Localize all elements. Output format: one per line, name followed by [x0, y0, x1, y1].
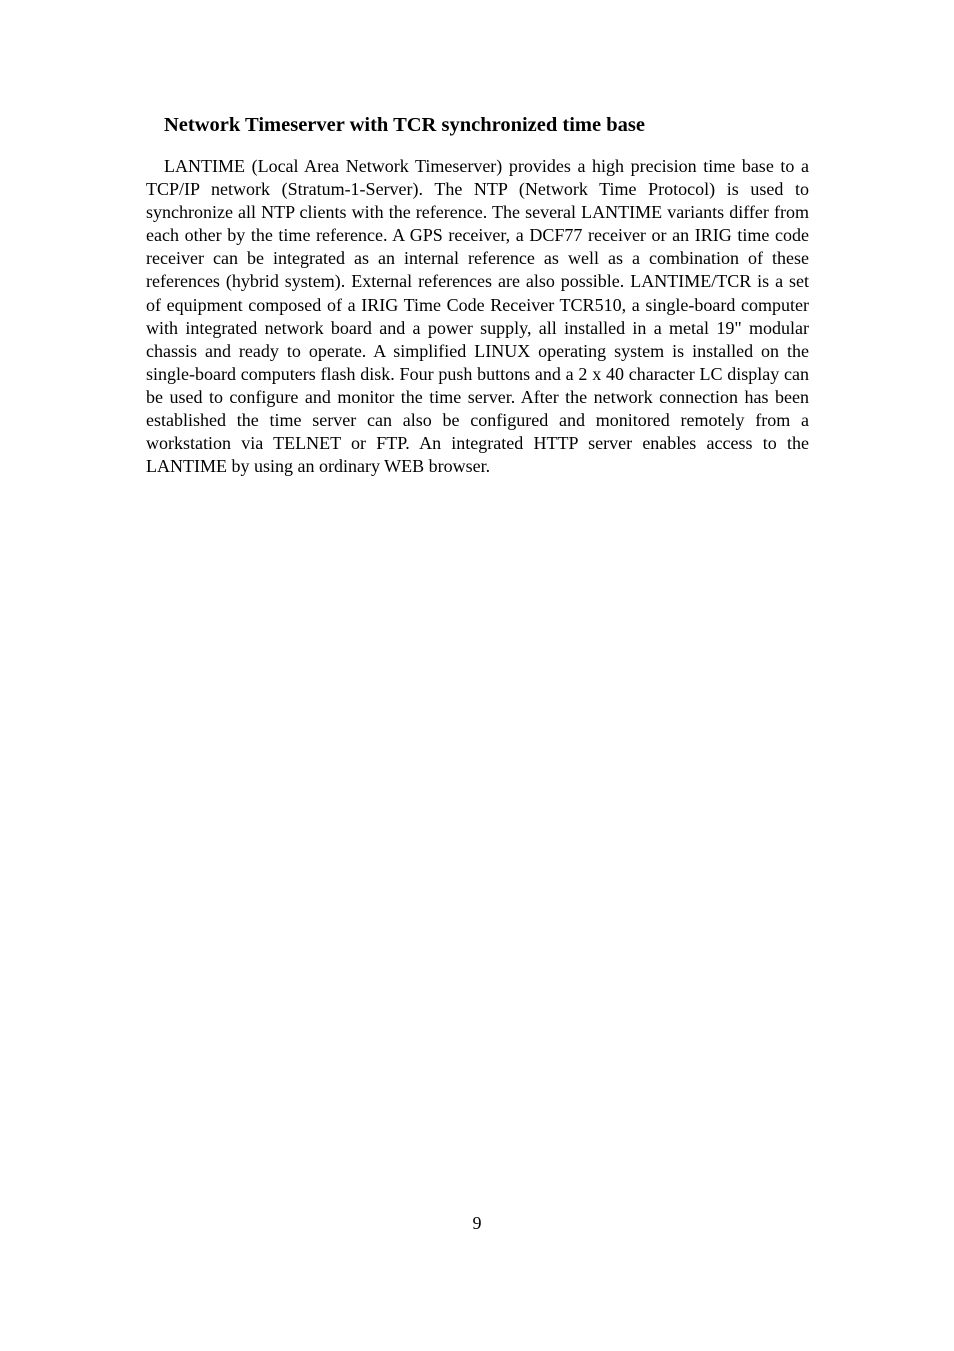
page-number: 9 [472, 1213, 482, 1233]
section-heading: Network Timeserver with TCR synchronized time base [164, 114, 645, 136]
body-paragraph: LANTIME (Local Area Network Timeserver) provides a high precision time base to a TCP/IP network (Stratum-1-Server). The NTP (Network Time Protocol) is used to synchronize all NTP clients with the reference. The several LANTIME variants differ from each other by the time reference. A GPS receiver, a DCF77 receiver or an IRIG time code receiver can be integrated as an internal reference as well as a combination of these references (hybrid system). External references are also possible. LANTIME/TCR is a set of equipment composed of a IRIG Time Code Receiver TCR510, a single-board computer with integrated network board and a power supply, all installed in a metal 19" modular chassis and ready to operate. A simplified LINUX operating system is installed on the single-board computers flash disk. Four push buttons and a 2 x 40 character LC display can be used to configure and monitor the time server. After the network connection has been established the time server can also be configured and monitored remotely from a workstation via TELNET or FTP. An integrated HTTP server enables access to the LANTIME by using an ordinary WEB browser. [146, 156, 809, 477]
